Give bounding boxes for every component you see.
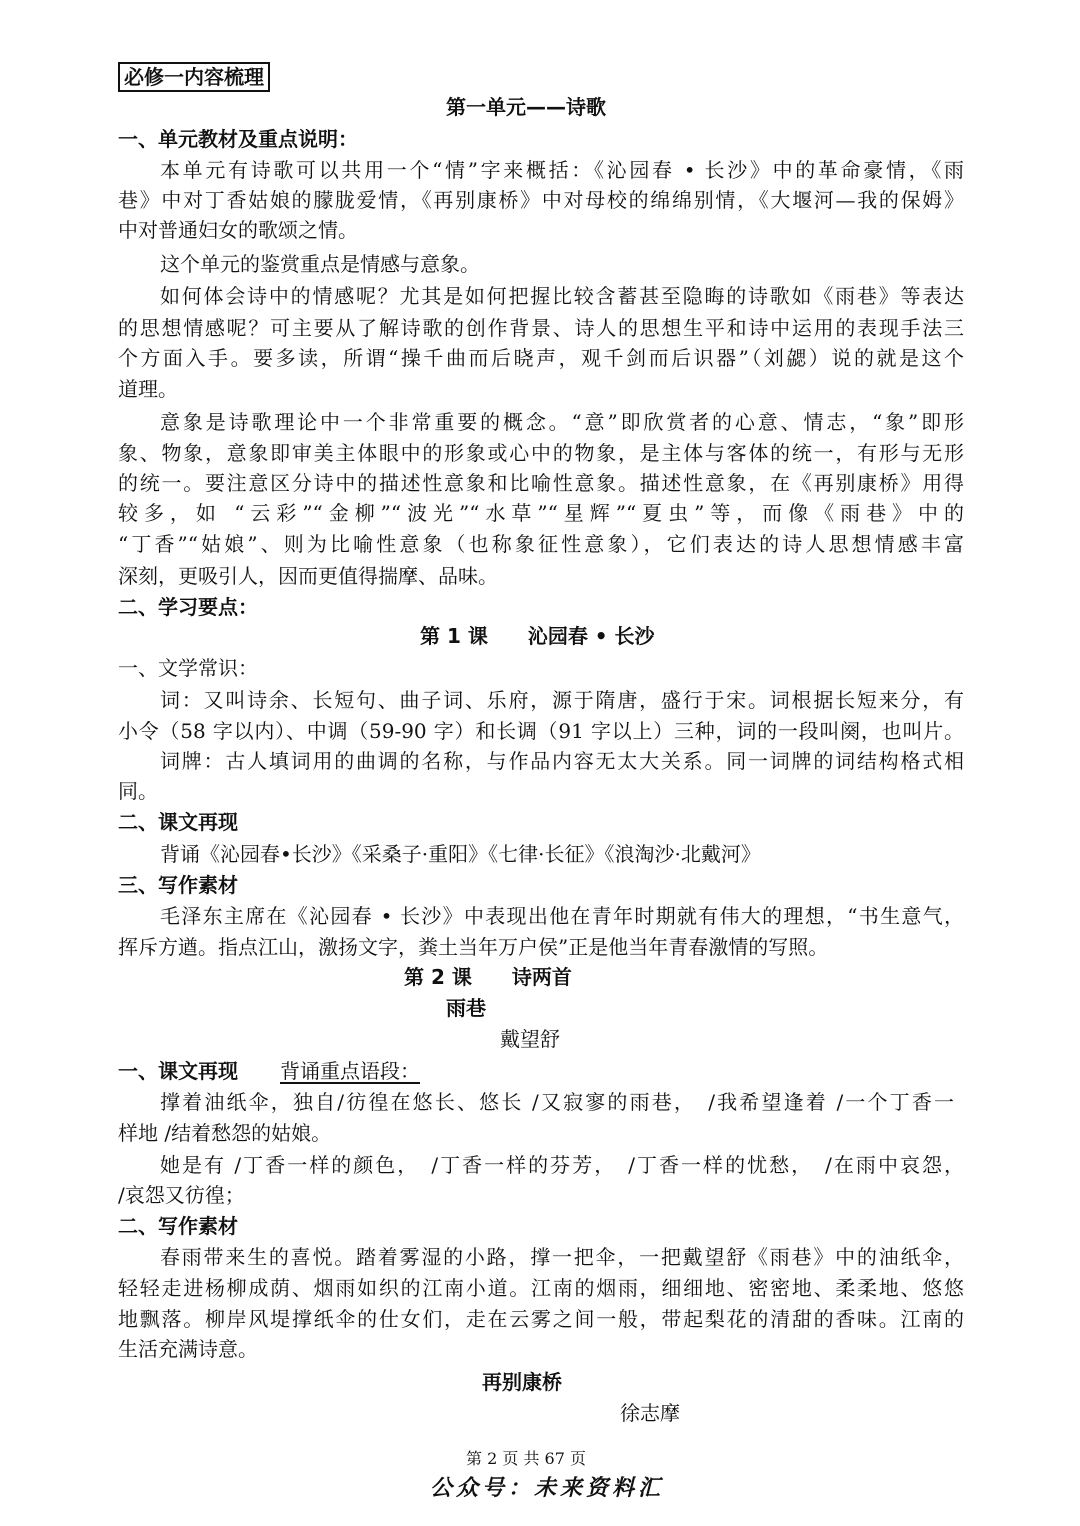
poem-title: 雨巷 — [446, 996, 486, 1020]
page-number: 第 2 页 共 67 页 — [466, 1449, 586, 1468]
paragraph-line: 的统一。要注意区分诗中的描述性意象和比喻性意象。描述性意象，在《再别康桥》用得 — [118, 471, 964, 495]
paragraph-line: 中对普通妇女的歌颂之情。 — [118, 218, 358, 242]
poem-title: 再别康桥 — [482, 1370, 562, 1394]
paragraph-line: 个方面入手。要多读，所谓“操千曲而后晓声，观千剑而后识器”（刘勰）说的就是这个 — [118, 346, 964, 370]
paragraph-line: 春雨带来生的喜悦。踏着雾湿的小路，撑一把伞，一把戴望舒《雨巷》中的油纸伞， — [160, 1245, 964, 1269]
brand-watermark: 公众号：未来资料汇 — [430, 1476, 665, 1501]
paragraph-line: 象、物象，意象即审美主体眼中的形象或心中的物象，是主体与客体的统一，有形与无形 — [118, 441, 964, 465]
subsection-heading: 一、课文再现 — [118, 1059, 238, 1083]
unit-title: 第一单元——诗歌 — [446, 95, 606, 119]
poem-line: 撑着油纸伞，独自/彷徨在悠长、悠长 /又寂寥的雨巷， /我希望逢着 /一个丁香一 — [160, 1090, 954, 1114]
paragraph-line: 深刻，更吸引人，因而更值得揣摩、品味。 — [118, 564, 498, 588]
lesson-title: 第 2 课 诗两首 — [404, 965, 572, 989]
subsection-heading: 二、课文再现 — [118, 810, 238, 834]
paragraph-line: 词：又叫诗余、长短句、曲子词、乐府，源于隋唐，盛行于宋。词根据长短来分，有 — [160, 688, 964, 712]
poem-author: 徐志摩 — [620, 1401, 680, 1425]
paragraph-line: 较多，如 “云彩”“金柳”“波光”“水草”“星辉”“夏虫”等，而像《雨巷》中的 — [118, 501, 964, 525]
paragraph-line: 小令（58 字以内）、中调（59-90 字）和长调（91 字以上）三种，词的一段叫阕，也叫片。 — [118, 719, 964, 743]
paragraph-line: 本单元有诗歌可以共用一个“情”字来概括：《沁园春 • 长沙》中的革命豪情，《雨 — [160, 158, 964, 182]
paragraph-line: 的思想情感呢？可主要从了解诗歌的创作背景、诗人的思想生平和诗中运用的表现手法三 — [118, 316, 964, 340]
lesson-title: 第 1 课 沁园春 • 长沙 — [420, 624, 655, 648]
recite-note: 背诵重点语段： — [280, 1059, 420, 1083]
paragraph-line: 生活充满诗意。 — [118, 1337, 258, 1361]
poem-line: 样地 /结着愁怨的姑娘。 — [118, 1121, 332, 1145]
paragraph-line: 意象是诗歌理论中一个非常重要的概念。“意”即欣赏者的心意、情志，“象”即形 — [160, 410, 964, 434]
paragraph-line: 挥斥方遒。指点江山，激扬文字，粪土当年万户侯”正是他当年青春激情的写照。 — [118, 935, 829, 959]
paragraph-line: 巷》中对丁香姑娘的朦胧爱情，《再别康桥》中对母校的绵绵别情，《大堰河—我的保姆》 — [118, 188, 964, 212]
subsection-heading: 二、写作素材 — [118, 1214, 238, 1238]
paragraph-line: 背诵《沁园春•长沙》《采桑子·重阳》《七律·长征》《浪淘沙·北戴河》 — [160, 842, 761, 866]
paragraph-line: 这个单元的鉴赏重点是情感与意象。 — [160, 252, 480, 276]
paragraph-line: “丁香”“姑娘”、则为比喻性意象（也称象征性意象），它们表达的诗人思想情感丰富 — [118, 532, 964, 556]
paragraph-line: 如何体会诗中的情感呢？尤其是如何把握比较含蓄甚至隐晦的诗歌如《雨巷》等表达 — [160, 284, 964, 308]
paragraph-line: 毛泽东主席在《沁园春 • 长沙》中表现出他在青年时期就有伟大的理想，“书生意气， — [160, 904, 964, 928]
paragraph-line: 地飘落。柳岸风堤撑纸伞的仕女们，走在云雾之间一般，带起梨花的清甜的香味。江南的 — [118, 1307, 964, 1331]
paragraph-line: 词牌：古人填词用的曲调的名称，与作品内容无太大关系。同一词牌的词结构格式相 — [160, 749, 964, 773]
subsection-heading: 一、文学常识： — [118, 656, 258, 680]
poem-author: 戴望舒 — [500, 1027, 560, 1051]
section-heading: 二、学习要点： — [118, 595, 258, 619]
paragraph-line: 同。 — [118, 779, 158, 803]
box-title: 必修一内容梳理 — [118, 62, 270, 92]
paragraph-line: 道理。 — [118, 377, 178, 401]
subsection-heading: 三、写作素材 — [118, 873, 238, 897]
poem-line: 她是有 /丁香一样的颜色， /丁香一样的芬芳， /丁香一样的忧愁， /在雨中哀怨， — [160, 1153, 964, 1177]
paragraph-line: 轻轻走进杨柳成荫、烟雨如织的江南小道。江南的烟雨，细细地、密密地、柔柔地、悠悠 — [118, 1276, 964, 1300]
section-heading: 一、单元教材及重点说明： — [118, 127, 358, 151]
poem-line: /哀怨又彷徨； — [118, 1183, 245, 1207]
